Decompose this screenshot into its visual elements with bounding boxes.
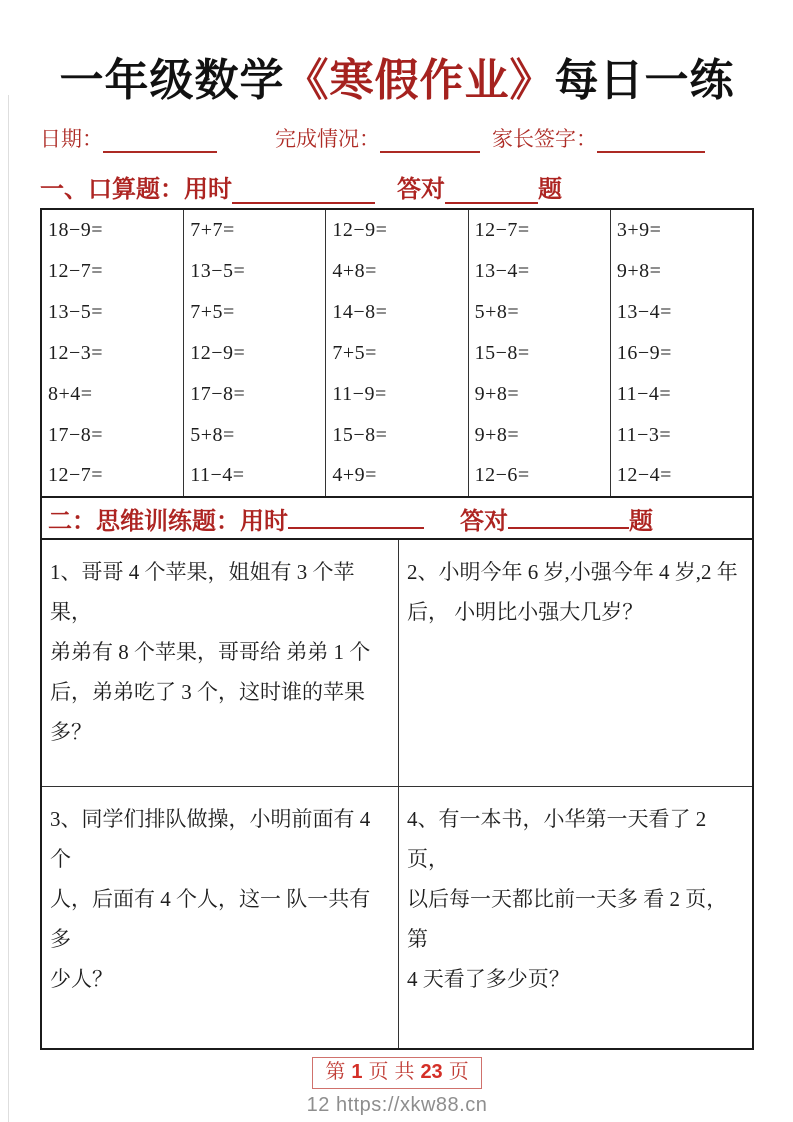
calc-problem: 12−7= xyxy=(474,219,530,242)
title-right: 每日一练 xyxy=(554,56,735,105)
section1-correct-label: 答对 xyxy=(397,177,445,203)
calc-problem: 7+7= xyxy=(190,219,235,242)
problem-line: 弟弟有 8 个苹果，哥哥给 弟弟 1 个 xyxy=(50,640,371,664)
calc-problem: 4+9= xyxy=(332,464,377,487)
completion-label: 完成情况： xyxy=(275,127,380,151)
footer-text: 第 xyxy=(325,1061,346,1083)
page-footer xyxy=(40,1057,754,1117)
completion-blank xyxy=(380,133,480,153)
date-blank xyxy=(103,133,217,153)
calc-column-5 xyxy=(610,210,752,496)
section1-unit: 题 xyxy=(538,177,562,203)
source-url: 12 https://xkw88.cn xyxy=(306,1094,488,1116)
problem-line: 少人？ xyxy=(50,967,113,991)
calc-problem: 12−7= xyxy=(48,464,104,487)
calc-problem: 11−9= xyxy=(332,382,387,405)
calc-problem: 11−4= xyxy=(190,464,245,487)
word-problem-grid xyxy=(40,538,754,1050)
calc-problem: 12−3= xyxy=(48,341,104,364)
calc-problem: 5+8= xyxy=(190,423,235,446)
title-highlight: 《寒假作业》 xyxy=(284,56,555,105)
calc-column-1 xyxy=(42,210,183,496)
calc-problem: 12−6= xyxy=(474,464,530,487)
problem-line: 4、有一本书，小华第一天看了 2 页， xyxy=(407,807,707,871)
footer-text: 页 xyxy=(368,1061,389,1083)
calc-problem: 15−8= xyxy=(332,423,388,446)
calc-problem: 9+8= xyxy=(474,423,520,446)
word-problem-2 xyxy=(398,540,752,786)
calc-column-2 xyxy=(183,210,325,496)
calc-problem: 17−8= xyxy=(190,382,246,405)
calc-problem: 12−4= xyxy=(616,464,672,487)
problem-line: 1、哥哥 4 个苹果，姐姐有 3 个苹果， xyxy=(50,560,355,624)
problem-line: 2、小明今年 6 岁,小强今年 4 岁,2 年 xyxy=(407,560,738,584)
calc-problem: 7+5= xyxy=(332,341,377,364)
calc-problem: 13−5= xyxy=(190,260,246,283)
section2-unit: 题 xyxy=(629,508,653,535)
calc-problem: 11−3= xyxy=(616,423,672,446)
calc-problem: 13−5= xyxy=(48,301,104,324)
header-form-line xyxy=(40,125,754,153)
oral-calculation-table xyxy=(40,208,754,498)
calc-problem: 3+9= xyxy=(616,219,662,242)
calc-problem: 9+8= xyxy=(474,382,520,405)
problem-line: 后，弟弟吃了 3 个，这时谁的苹果多？ xyxy=(50,680,365,744)
word-problem-1 xyxy=(42,540,398,786)
footer-text: 页 xyxy=(448,1061,469,1083)
calc-column-3 xyxy=(325,210,467,496)
section1-label: 一、口算题：用时 xyxy=(40,177,232,203)
section2-label: 二：思维训练题：用时 xyxy=(48,508,288,535)
current-page-number: 1 xyxy=(351,1061,363,1083)
page-number-box xyxy=(312,1057,481,1089)
calc-problem: 9+8= xyxy=(616,260,662,283)
footer-text: 共 xyxy=(394,1061,415,1083)
problem-line: 4 天看了多少页？ xyxy=(407,967,570,991)
calc-problem: 13−4= xyxy=(474,260,530,283)
calc-problem: 14−8= xyxy=(332,301,388,324)
calc-problem: 12−7= xyxy=(48,260,104,283)
title-left: 一年级数学 xyxy=(59,56,285,105)
section1-time-blank xyxy=(232,181,375,204)
calc-problem: 5+8= xyxy=(474,301,520,324)
calc-problem: 15−8= xyxy=(474,341,530,364)
problem-line: 以后每一天都比前一天多 看 2 页，第 xyxy=(407,887,728,951)
calc-problem: 12−9= xyxy=(190,341,246,364)
section2-correct-blank xyxy=(508,507,629,530)
problem-line: 人，后面有 4 个人，这一 队一共有多 xyxy=(50,887,371,951)
total-page-number: 23 xyxy=(420,1061,443,1083)
calc-problem: 7+5= xyxy=(190,301,235,324)
section1-correct-blank xyxy=(445,181,538,204)
calc-problem: 13−4= xyxy=(616,301,672,324)
signature-label: 家长签字： xyxy=(492,127,597,151)
calc-problem: 8+4= xyxy=(48,382,93,405)
calc-column-4 xyxy=(468,210,610,496)
calc-problem: 11−4= xyxy=(616,382,672,405)
section2-correct-label: 答对 xyxy=(460,508,508,535)
calc-problem: 12−9= xyxy=(332,219,388,242)
scan-artifact-line xyxy=(8,95,9,1122)
calc-problem: 16−9= xyxy=(616,341,672,364)
worksheet-page xyxy=(40,0,754,1117)
word-problem-3 xyxy=(42,786,398,1048)
problem-line: 后， 小明比小强大几岁？ xyxy=(407,600,644,624)
section2-time-blank xyxy=(288,507,424,530)
calc-problem: 17−8= xyxy=(48,423,104,446)
calc-problem: 4+8= xyxy=(332,260,377,283)
section2-header xyxy=(40,498,754,538)
word-problem-4 xyxy=(398,786,752,1048)
page-title xyxy=(40,44,754,108)
calc-problem: 18−9= xyxy=(48,219,104,242)
section1-header xyxy=(40,170,754,204)
date-label: 日期： xyxy=(40,127,103,151)
signature-blank xyxy=(597,133,705,153)
problem-line: 3、同学们排队做操，小明前面有 4 个 xyxy=(50,807,371,871)
